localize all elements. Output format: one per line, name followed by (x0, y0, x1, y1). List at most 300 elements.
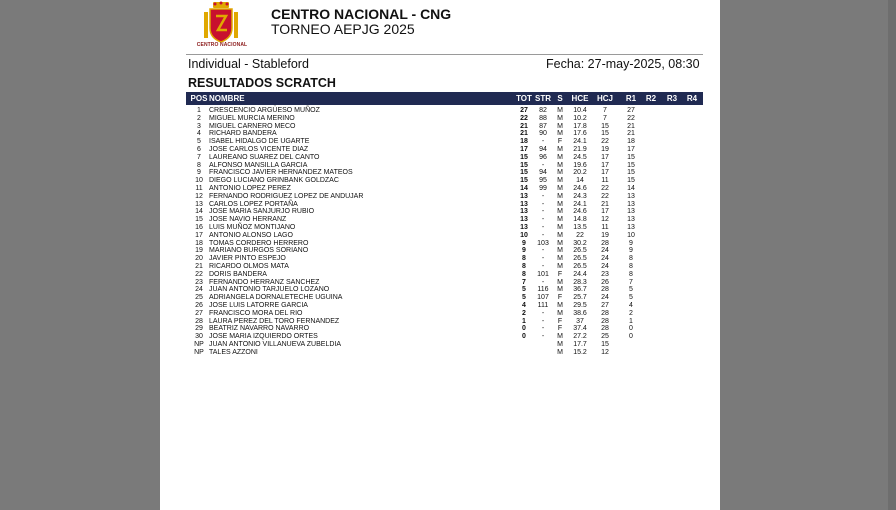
cell-name: JOSE NAVIO HERRANZ (209, 216, 287, 224)
cell-name: TOMAS CORDERO HERRERO (209, 239, 309, 247)
header-divider (186, 54, 703, 55)
cell-hcj: 23 (601, 270, 609, 278)
cell-pos: 26 (195, 301, 203, 309)
cell-pos: NP (194, 348, 204, 356)
cell-hcj: 28 (601, 239, 609, 247)
tournament-name: TORNEO AEPJG 2025 (271, 21, 415, 37)
table-row (186, 216, 703, 224)
cell-pos: 8 (197, 161, 201, 169)
table-row (186, 302, 703, 310)
cell-name: RICARDO OLMOS MATA (209, 262, 289, 270)
cell-hce: 24.5 (573, 153, 587, 161)
table-row (186, 240, 703, 248)
cell-r1: 13 (627, 208, 635, 216)
cell-str: 82 (539, 107, 547, 114)
cell-r1: 0 (629, 325, 633, 333)
cell-name: TALES AZZONI (209, 348, 258, 356)
cell-tot: 8 (522, 270, 526, 278)
cell-tot: 15 (520, 153, 528, 161)
cell-tot: 9 (522, 247, 526, 255)
cell-hce: 19.6 (573, 161, 587, 169)
cell-pos: 15 (195, 216, 203, 224)
cell-r1: 9 (629, 239, 633, 247)
cell-hcj: 26 (601, 278, 609, 286)
cell-str: - (541, 255, 545, 263)
cell-hcj: 25 (601, 333, 609, 341)
cell-str: - (541, 138, 545, 146)
col-tot: TOT (516, 94, 532, 103)
cell-tot: 13 (520, 216, 528, 224)
cell-r1: 27 (627, 107, 635, 114)
cell-r1: 15 (627, 169, 635, 177)
cell-name: DORIS BANDERA (209, 270, 267, 278)
cell-pos: 7 (197, 153, 201, 161)
cell-name: FERNANDO HERRANZ SANCHEZ (209, 278, 320, 286)
cell-name: JAVIER PINTO ESPEJO (209, 255, 286, 263)
cell-hce: 37 (576, 317, 584, 325)
cell-hcj: 15 (601, 340, 609, 348)
cell-hcj: 28 (601, 317, 609, 325)
cell-hcj: 15 (601, 130, 609, 138)
cell-s: M (557, 122, 563, 130)
cell-r1: 7 (629, 278, 633, 286)
cell-r1: 13 (627, 223, 635, 231)
cell-hcj: 15 (601, 122, 609, 130)
cell-tot: 13 (520, 192, 528, 200)
cell-s: M (557, 301, 563, 309)
cell-s: M (557, 184, 563, 192)
cell-s: M (557, 161, 563, 169)
cell-hce: 13.5 (573, 223, 587, 231)
cell-hce: 24.1 (573, 138, 587, 146)
cell-r1: 13 (627, 192, 635, 200)
cell-str: - (541, 223, 545, 231)
cell-pos: 10 (195, 177, 203, 185)
cell-hcj: 28 (601, 286, 609, 294)
cell-hcj: 28 (601, 309, 609, 317)
cell-r1: 8 (629, 262, 633, 270)
cell-str: 101 (537, 270, 549, 278)
cell-hcj: 7 (603, 107, 607, 114)
section-title: RESULTADOS SCRATCH (188, 76, 336, 90)
cell-str: 111 (537, 301, 549, 309)
cell-r1: 15 (627, 177, 635, 185)
cell-hcj: 28 (601, 325, 609, 333)
table-row (186, 255, 703, 263)
cell-tot: 5 (522, 294, 526, 302)
cell-hce: 21.9 (573, 145, 587, 153)
table-row (186, 310, 703, 318)
cell-name: FRANCISCO MORA DEL RIO (209, 309, 303, 317)
cell-tot: 1 (522, 317, 526, 325)
cell-hce: 24.4 (573, 270, 587, 278)
table-row (186, 333, 703, 341)
cell-name: JOSE LUIS LATORRE GARCIA (209, 301, 308, 309)
cell-hcj: 12 (601, 216, 609, 224)
cell-s: F (557, 138, 563, 146)
cell-name: LAURA PEREZ DEL TORO FERNANDEZ (209, 317, 340, 325)
cell-name: MIGUEL CARNERO MECO (209, 122, 296, 130)
cell-hce: 14 (576, 177, 584, 185)
cell-hcj: 19 (601, 145, 609, 153)
cell-name: MIGUEL MURCIA MERINO (209, 114, 295, 122)
cell-tot: 0 (522, 325, 526, 333)
cell-s: M (557, 153, 563, 161)
table-row (186, 193, 703, 201)
cell-pos: NP (194, 340, 204, 348)
cell-hcj: 11 (601, 223, 609, 231)
cell-pos: 9 (197, 169, 201, 177)
cell-s: M (557, 130, 563, 138)
table-row (186, 286, 703, 294)
cell-name: JOSE CARLOS VICENTE DIAZ (209, 145, 309, 153)
cell-r1: 8 (629, 270, 633, 278)
table-row (186, 169, 703, 177)
cell-s: M (557, 223, 563, 231)
col-s: S (557, 94, 563, 103)
cell-str: 107 (537, 294, 549, 302)
cell-s: M (557, 107, 563, 114)
cell-str: 103 (537, 239, 549, 247)
col-name: NOMBRE (209, 94, 245, 103)
cell-name: FERNANDO RODRIGUEZ LOPEZ DE ANDUJAR (209, 192, 364, 200)
cell-s: M (557, 200, 563, 208)
cell-s: M (557, 348, 563, 356)
cell-r1: 9 (629, 247, 633, 255)
cell-r1: 18 (627, 138, 635, 146)
cell-str: 88 (539, 114, 547, 122)
cell-name: JOSE MARIA IZQUIERDO ORTES (209, 333, 318, 341)
window-scrollbar[interactable] (888, 0, 896, 510)
cell-s: M (557, 145, 563, 153)
table-row (186, 294, 703, 302)
cell-tot: 8 (522, 255, 526, 263)
cell-pos: 3 (197, 122, 201, 130)
cell-name: ANTONIO LOPEZ PEREZ (209, 184, 291, 192)
cell-pos: 1 (197, 107, 201, 114)
cell-s: F (557, 317, 563, 325)
cell-str: - (541, 278, 545, 286)
cell-pos: 4 (197, 130, 201, 138)
cell-pos: 18 (195, 239, 203, 247)
cell-r1: 1 (629, 317, 633, 325)
cell-hce: 27.2 (573, 333, 587, 341)
cell-hce: 24.1 (573, 200, 587, 208)
cell-name: ANTONIO ALONSO LAGO (209, 231, 293, 239)
cell-tot: 21 (520, 130, 528, 138)
cell-r1: 22 (627, 114, 635, 122)
cell-tot: 21 (520, 122, 528, 130)
cell-hce: 17.6 (573, 130, 587, 138)
table-row (186, 232, 703, 240)
col-hcj: HCJ (597, 94, 614, 103)
club-title: CENTRO NACIONAL - CNG (271, 6, 452, 22)
table-row (186, 208, 703, 216)
cell-hcj: 27 (601, 301, 609, 309)
cell-hcj: 24 (601, 247, 609, 255)
cell-pos: 13 (195, 200, 203, 208)
cell-hce: 26.5 (573, 262, 587, 270)
table-row (186, 349, 703, 357)
cell-s: M (557, 262, 563, 270)
cell-str: 94 (539, 145, 547, 153)
cell-s: M (557, 255, 563, 263)
cell-name: ALFONSO MANSILLA GARCIA (209, 161, 308, 169)
cell-pos: 2 (197, 114, 201, 122)
cell-tot: 27 (520, 107, 528, 114)
col-str: STR (535, 94, 551, 103)
cell-r1: 2 (629, 309, 633, 317)
cell-s: M (557, 333, 563, 341)
logo-caption: CENTRO NACIONAL (196, 42, 248, 48)
cell-str: 96 (539, 153, 547, 161)
cell-hce: 28.3 (573, 278, 587, 286)
cell-str: - (541, 161, 545, 169)
competition-format: Individual - Stableford (188, 57, 309, 71)
cell-pos: 22 (195, 270, 203, 278)
cell-str: - (541, 216, 545, 224)
cell-r1: 13 (627, 200, 635, 208)
table-row (186, 138, 703, 146)
cell-hce: 29.5 (573, 301, 587, 309)
cell-pos: 23 (195, 278, 203, 286)
cell-r1: 13 (627, 216, 635, 224)
cell-tot: 13 (520, 223, 528, 231)
cell-pos: 21 (195, 262, 203, 270)
cell-hce: 24.3 (573, 192, 587, 200)
col-r2: R2 (645, 94, 657, 103)
cell-str: - (541, 200, 545, 208)
table-row (186, 318, 703, 326)
table-row (186, 115, 703, 123)
results-table-header (186, 92, 703, 105)
cell-s: F (557, 325, 563, 333)
table-row (186, 271, 703, 279)
cell-hcj: 7 (603, 114, 607, 122)
cell-pos: 6 (197, 145, 201, 153)
cell-s: M (557, 239, 563, 247)
cell-r1: 21 (627, 122, 635, 130)
cell-pos: 19 (195, 247, 203, 255)
cell-tot: 15 (520, 169, 528, 177)
table-row (186, 247, 703, 255)
cell-str: - (541, 333, 545, 341)
cell-str: - (541, 262, 545, 270)
cell-hce: 30.2 (573, 239, 587, 247)
cell-pos: 27 (195, 309, 203, 317)
cell-pos: 29 (195, 325, 203, 333)
cell-name: ISABEL HIDALGO DE UGARTE (209, 138, 310, 146)
table-row (186, 146, 703, 154)
cell-hce: 26.5 (573, 255, 587, 263)
cell-str: 87 (539, 122, 547, 130)
cell-pos: 16 (195, 223, 203, 231)
cell-pos: 28 (195, 317, 203, 325)
cell-r1: 15 (627, 161, 635, 169)
cell-s: M (557, 231, 563, 239)
cell-s: M (557, 247, 563, 255)
cell-hcj: 24 (601, 255, 609, 263)
cell-str: 95 (539, 177, 547, 185)
cell-tot: 0 (522, 333, 526, 341)
cell-tot: 14 (520, 184, 528, 192)
table-row (186, 325, 703, 333)
cell-tot: 8 (522, 262, 526, 270)
cell-tot: 13 (520, 200, 528, 208)
cell-hcj: 17 (601, 208, 609, 216)
cell-tot: 15 (520, 161, 528, 169)
cell-hce: 25.7 (573, 294, 587, 302)
table-row (186, 224, 703, 232)
cell-name: FRANCISCO JAVIER HERNANDEZ MATEOS (209, 169, 353, 177)
cell-hcj: 19 (601, 231, 609, 239)
cell-name: LUIS MUÑOZ MONTIJANO (209, 223, 296, 231)
cell-s: M (557, 278, 563, 286)
cell-s: M (557, 340, 563, 348)
cell-hce: 26.5 (573, 247, 587, 255)
cell-tot: 18 (520, 138, 528, 146)
cell-s: M (557, 208, 563, 216)
table-row (186, 107, 703, 115)
cell-r1: 5 (629, 294, 633, 302)
cell-s: M (557, 216, 563, 224)
cell-str: 94 (539, 169, 547, 177)
cell-name: JOSE MARIA SANJURJO RUBIO (209, 208, 315, 216)
table-row (186, 177, 703, 185)
cell-hce: 36.7 (573, 286, 587, 294)
cell-tot: 22 (520, 114, 528, 122)
cell-name: ADRIANGELA DORNALETECHE UGUINA (209, 294, 343, 302)
cell-hce: 22 (576, 231, 584, 239)
cell-s: F (557, 294, 563, 302)
table-row (186, 201, 703, 209)
cell-str: - (541, 325, 545, 333)
col-r4: R4 (686, 94, 698, 103)
col-r3: R3 (666, 94, 678, 103)
cell-s: M (557, 192, 563, 200)
cell-hce: 17.8 (573, 122, 587, 130)
table-row (186, 263, 703, 271)
cell-hcj: 22 (601, 192, 609, 200)
table-row (186, 279, 703, 287)
cell-str: - (541, 231, 545, 239)
cell-hce: 15.2 (573, 348, 587, 356)
cell-hcj: 17 (601, 153, 609, 161)
table-row (186, 162, 703, 170)
cell-str: - (541, 317, 545, 325)
cell-pos: 17 (195, 231, 203, 239)
cell-hcj: 22 (601, 138, 609, 146)
cell-tot: 5 (522, 286, 526, 294)
cell-s: M (557, 177, 563, 185)
cell-hce: 38.6 (573, 309, 587, 317)
cell-r1: 10 (627, 231, 635, 239)
cell-hcj: 24 (601, 262, 609, 270)
cell-str: 99 (539, 184, 547, 192)
col-pos: POS (190, 94, 208, 103)
cell-pos: 14 (195, 208, 203, 216)
cell-s: M (557, 114, 563, 122)
results-table-body (186, 107, 703, 357)
cell-str: - (541, 208, 545, 216)
cell-hce: 14.8 (573, 216, 587, 224)
cell-hcj: 11 (601, 177, 609, 185)
table-row (186, 185, 703, 193)
cell-tot: 7 (522, 278, 526, 286)
cell-str: - (541, 192, 545, 200)
cell-pos: 5 (197, 138, 201, 146)
cell-r1: 4 (629, 301, 633, 309)
cell-pos: 25 (195, 294, 203, 302)
cell-hce: 37.4 (573, 325, 587, 333)
cell-name: MARIANO BURGOS SORIANO (209, 247, 309, 255)
cell-name: LAUREANO SUAREZ DEL CANTO (209, 153, 320, 161)
cell-pos: 30 (195, 333, 203, 341)
cell-r1: 0 (629, 333, 633, 341)
cell-s: F (557, 270, 563, 278)
cell-hcj: 24 (601, 294, 609, 302)
col-hce: HCE (571, 94, 589, 103)
cell-name: RICHARD BANDERA (209, 130, 277, 138)
cell-tot: 13 (520, 208, 528, 216)
competition-date: Fecha: 27-may-2025, 08:30 (546, 57, 700, 71)
cell-name: CRESCENCIO ARGÜESO MUÑOZ (209, 107, 320, 114)
cell-name: BEATRIZ NAVARRO NAVARRO (209, 325, 310, 333)
cell-s: M (557, 309, 563, 317)
cell-pos: 11 (195, 184, 203, 192)
cell-name: DIEGO LUCIANO GRINBANK GOLDZAC (209, 177, 339, 185)
cell-s: M (557, 169, 563, 177)
cell-tot: 15 (520, 177, 528, 185)
cell-str: - (541, 309, 545, 317)
cell-hce: 24.6 (573, 184, 587, 192)
cell-str: - (541, 247, 545, 255)
table-row (186, 154, 703, 162)
cell-r1: 17 (627, 145, 635, 153)
cell-pos: 12 (195, 192, 203, 200)
cell-hcj: 22 (601, 184, 609, 192)
cell-str: 90 (539, 130, 547, 138)
cell-tot: 17 (520, 145, 528, 153)
table-row (186, 123, 703, 131)
cell-r1: 15 (627, 153, 635, 161)
cell-tot: 2 (522, 309, 526, 317)
cell-tot: 9 (522, 239, 526, 247)
cell-hce: 10.2 (573, 114, 587, 122)
cell-str: 116 (537, 286, 549, 294)
cell-r1: 14 (627, 184, 635, 192)
cell-hcj: 17 (601, 169, 609, 177)
cell-name: JUAN ANTONIO VILLANUEVA ZUBELDIA (209, 340, 342, 348)
cell-name: CARLOS LOPEZ PORTAÑA (209, 200, 298, 208)
table-row (186, 130, 703, 138)
cell-s: M (557, 286, 563, 294)
cell-hcj: 17 (601, 161, 609, 169)
cell-hce: 20.2 (573, 169, 587, 177)
cell-tot: 4 (522, 301, 526, 309)
cell-hce: 10.4 (573, 107, 587, 114)
cell-hcj: 12 (601, 348, 609, 356)
cell-hcj: 21 (601, 200, 609, 208)
cell-r1: 21 (627, 130, 635, 138)
cell-hce: 24.6 (573, 208, 587, 216)
cell-pos: 24 (195, 286, 203, 294)
cell-r1: 5 (629, 286, 633, 294)
cell-pos: 20 (195, 255, 203, 263)
cell-tot: 10 (520, 231, 528, 239)
cell-name: JUAN ANTONIO TARJUELO LOZANO (209, 286, 330, 294)
cell-hce: 17.7 (573, 340, 587, 348)
